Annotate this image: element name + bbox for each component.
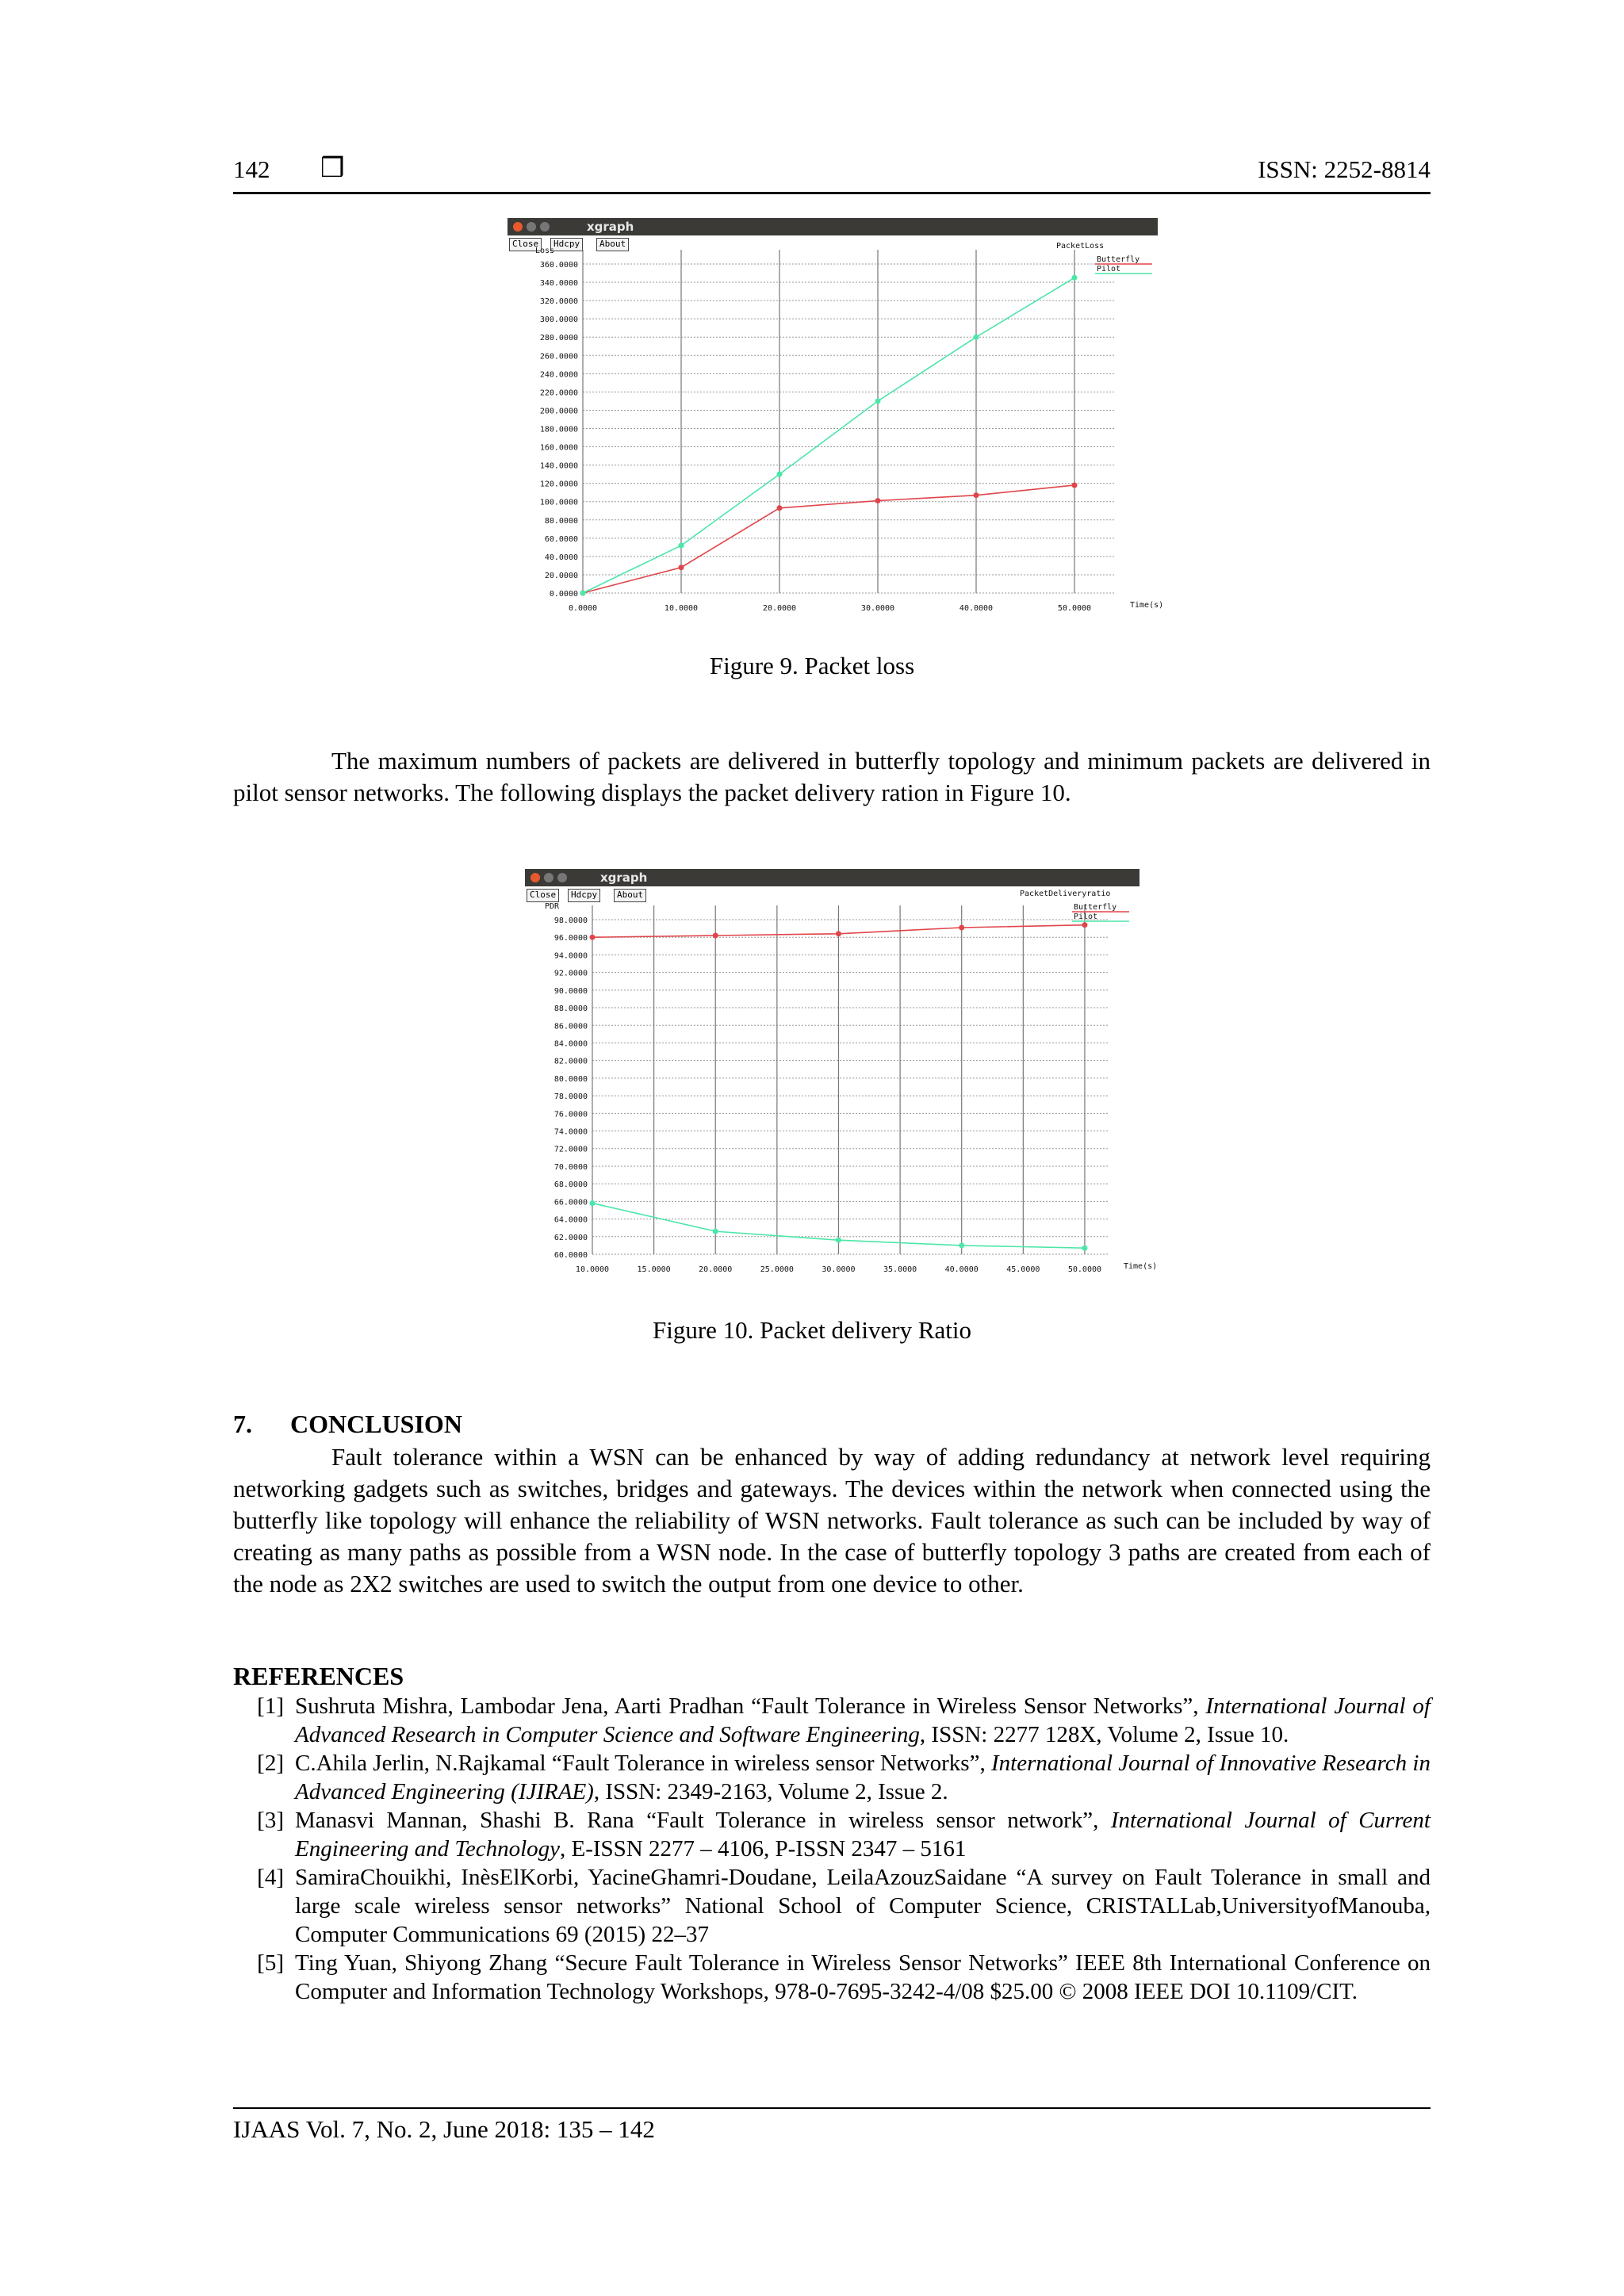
data-point <box>590 935 596 940</box>
reference-details: , ISSN: 2277 128X, Volume 2, Issue 10. <box>919 1722 1289 1747</box>
y-tick-label: 100.0000 <box>539 498 578 507</box>
y-tick-label: 94.0000 <box>553 951 588 961</box>
body-paragraph <box>233 745 1431 809</box>
x-tick-label: 50.0000 <box>1067 1265 1102 1274</box>
issn-header: ISSN: 2252-8814 <box>1258 155 1431 183</box>
data-point <box>679 564 684 570</box>
packet-loss-chart <box>508 218 1164 622</box>
reference-item <box>233 1692 1431 1749</box>
y-tick-label: 280.0000 <box>539 334 578 343</box>
y-axis-label: Loss <box>535 247 555 255</box>
reference-journal: International Journal of Innovative Research in Advanced Engineering (IJIRAE) <box>295 1751 1431 1804</box>
data-point <box>713 1229 718 1234</box>
x-tick-label: 0.0000 <box>568 604 598 613</box>
data-point <box>679 543 684 549</box>
y-tick-label: 220.0000 <box>539 388 578 398</box>
reference-journal: International Journal of Current Engineering and Technology <box>295 1808 1431 1862</box>
data-point <box>974 335 979 340</box>
data-point <box>713 932 718 938</box>
y-tick-label: 240.0000 <box>539 370 578 380</box>
figure-9-caption: Figure 9. Packet loss <box>709 652 915 679</box>
reference-number: [5] <box>257 1950 284 1976</box>
y-tick-label: 260.0000 <box>539 352 578 362</box>
data-point <box>1082 922 1087 928</box>
x-axis-label: Time(s) <box>1130 601 1164 610</box>
legend-label: Pilot <box>1074 913 1098 921</box>
reference-list <box>233 1692 1431 2006</box>
x-tick-label: 30.0000 <box>860 604 895 613</box>
reference-details: , E-ISSN 2277 – 4106, P-ISSN 2347 – 5161 <box>560 1836 967 1862</box>
y-tick-label: 360.0000 <box>539 261 578 270</box>
y-tick-label: 80.0000 <box>544 516 578 526</box>
y-tick-label: 180.0000 <box>539 425 578 434</box>
y-tick-label: 40.0000 <box>544 553 578 562</box>
chart-title: PacketDeliveryratio <box>1020 890 1111 898</box>
y-tick-label: 72.0000 <box>553 1145 588 1154</box>
y-tick-label: 80.0000 <box>553 1074 588 1084</box>
y-tick-label: 20.0000 <box>544 571 578 580</box>
conclusion-paragraph <box>233 1441 1431 1600</box>
conclusion-text: Fault tolerance within a WSN can be enhanced by way of adding redundancy at network level requiring networking gadgets such as switches, bridges and gateways. The devices within the network when connected using the butterfly like topology will enhance the reliability of WSN networks. Fault tolerance as such can be included by way of creating as many paths as possible from a WSN node. In the case of butterfly topology 3 paths are created from each of the node as 2X2 switches are used to switch the output from one device to other. <box>233 1443 1431 1598</box>
reference-journal: , <box>1424 1893 1431 1919</box>
y-tick-label: 140.0000 <box>539 461 578 471</box>
footer-citation: IJAAS Vol. 7, No. 2, June 2018: 135 – 142 <box>233 2115 655 2143</box>
y-tick-label: 62.0000 <box>553 1233 588 1242</box>
data-point <box>777 472 783 477</box>
y-tick-label: 160.0000 <box>539 443 578 453</box>
y-tick-label: 300.0000 <box>539 316 578 325</box>
data-point <box>777 505 783 511</box>
header-box-icon: ❒ <box>320 154 345 183</box>
reference-text <box>295 1949 1431 2006</box>
x-tick-label: 10.0000 <box>575 1265 610 1274</box>
figure-9-xgraph-window <box>508 218 1164 622</box>
reference-authors: SamiraChouikhi, InèsElKorbi, YacineGhamri-Doudane, LeilaAzouzSaidane “A survey on Fault Tolerance in small and large scale wireless sensor networks” National School of Computer Science, CRISTALLab,UniversityofManouba <box>295 1865 1431 1919</box>
x-tick-label: 15.0000 <box>637 1265 671 1274</box>
y-tick-label: 88.0000 <box>553 1004 588 1014</box>
about-button[interactable]: About <box>596 238 629 251</box>
y-tick-label: 98.0000 <box>553 916 588 925</box>
y-tick-label: 84.0000 <box>553 1039 588 1049</box>
x-tick-label: 50.0000 <box>1057 604 1092 613</box>
y-tick-label: 340.0000 <box>539 279 578 289</box>
x-tick-label: 25.0000 <box>760 1265 794 1274</box>
reference-item <box>233 1863 1431 1949</box>
x-tick-label: 35.0000 <box>883 1265 917 1274</box>
reference-details: Computer Communications 69 (2015) 22–37 <box>295 1922 709 1947</box>
x-tick-label: 10.0000 <box>664 604 699 613</box>
reference-details: , ISSN: 2349-2163, Volume 2, Issue 2. <box>593 1779 948 1804</box>
footer-rule <box>233 2107 1431 2109</box>
reference-journal: International Journal of Advanced Research in Computer Science and Software Engineering <box>295 1693 1431 1747</box>
y-tick-label: 68.0000 <box>553 1181 588 1190</box>
reference-text <box>295 1806 1431 1863</box>
x-tick-label: 30.0000 <box>822 1265 856 1274</box>
about-button[interactable]: About <box>614 889 646 902</box>
reference-item <box>233 1949 1431 2006</box>
y-tick-label: 120.0000 <box>539 480 578 489</box>
references-title: REFERENCES <box>233 1662 404 1690</box>
y-tick-label: 82.0000 <box>553 1057 588 1066</box>
chart-title: PacketLoss <box>1056 242 1105 251</box>
y-tick-label: 76.0000 <box>553 1110 588 1119</box>
reference-text <box>295 1749 1431 1806</box>
y-tick-label: 0.0000 <box>549 590 578 599</box>
y-tick-label: 78.0000 <box>553 1093 588 1102</box>
x-tick-label: 40.0000 <box>944 1265 979 1274</box>
data-point <box>959 924 964 930</box>
packet-delivery-ratio-chart <box>525 869 1158 1285</box>
data-point <box>836 931 841 936</box>
reference-authors: Manasvi Mannan, Shashi B. Rana “Fault Tolerance in wireless sensor network”, <box>295 1808 1111 1833</box>
y-tick-label: 64.0000 <box>553 1215 588 1225</box>
x-tick-label: 20.0000 <box>762 604 797 613</box>
figure-10-xgraph-window <box>525 869 1158 1285</box>
x-tick-label: 40.0000 <box>959 604 994 613</box>
data-point <box>1072 482 1078 488</box>
reference-item <box>233 1749 1431 1806</box>
data-point <box>1082 1246 1087 1251</box>
legend-label: Butterfly <box>1097 255 1140 264</box>
data-point <box>959 1242 964 1248</box>
legend-label: Pilot <box>1097 265 1121 274</box>
reference-item <box>233 1806 1431 1863</box>
y-tick-label: 60.0000 <box>553 1251 588 1260</box>
y-tick-label: 66.0000 <box>553 1198 588 1207</box>
y-tick-label: 86.0000 <box>553 1022 588 1031</box>
reference-number: [4] <box>257 1865 284 1890</box>
x-tick-label: 45.0000 <box>1006 1265 1040 1274</box>
data-point <box>590 1200 596 1206</box>
reference-authors: C.Ahila Jerlin, N.Rajkamal “Fault Tolerance in wireless sensor Networks”, <box>295 1751 991 1776</box>
section-number: 7. <box>233 1410 252 1438</box>
figure-10-caption: Figure 10. Packet delivery Ratio <box>652 1316 972 1344</box>
reference-text <box>295 1863 1431 1949</box>
reference-text <box>295 1692 1431 1749</box>
y-tick-label: 96.0000 <box>553 934 588 943</box>
y-tick-label: 320.0000 <box>539 297 578 307</box>
close-button[interactable]: Close <box>527 889 559 902</box>
y-tick-label: 70.0000 <box>553 1162 588 1172</box>
close-button[interactable]: Close <box>509 238 542 251</box>
data-point <box>1072 275 1078 281</box>
x-axis-label: Time(s) <box>1124 1262 1158 1271</box>
reference-authors: Sushruta Mishra, Lambodar Jena, Aarti Pradhan “Fault Tolerance in Wireless Sensor Networks”, <box>295 1693 1206 1719</box>
x-tick-label: 20.0000 <box>699 1265 733 1274</box>
window-title: xgraph <box>587 220 634 234</box>
hdcpy-button[interactable]: Hdcpy <box>550 238 583 251</box>
reference-authors: Ting Yuan, Shiyong Zhang “Secure Fault Tolerance in Wireless Sensor Networks” IEEE 8th International Conference on Computer and Information Technology Workshops, 978-0-7695-3242-4/08 $25.00 © 2008 IEEE DOI 10.1109/CIT. <box>295 1950 1431 2004</box>
hdcpy-button[interactable]: Hdcpy <box>568 889 600 902</box>
data-point <box>836 1238 841 1243</box>
y-tick-label: 200.0000 <box>539 407 578 416</box>
header-rule <box>233 192 1431 194</box>
data-point <box>875 398 881 404</box>
window-title: xgraph <box>600 871 648 885</box>
legend-label: Butterfly <box>1074 903 1117 912</box>
paragraph-text: The maximum numbers of packets are delivered in butterfly topology and minimum packets are delivered in pilot sensor networks. The following displays the packet delivery ration in Figure 10. <box>233 747 1431 806</box>
section-title: CONCLUSION <box>290 1410 462 1438</box>
reference-number: [2] <box>257 1751 284 1776</box>
reference-number: [1] <box>257 1693 284 1719</box>
series-line <box>583 277 1074 593</box>
data-point <box>974 492 979 498</box>
page-number: 142 <box>233 155 270 183</box>
y-tick-label: 92.0000 <box>553 969 588 978</box>
y-tick-label: 90.0000 <box>553 986 588 996</box>
reference-number: [3] <box>257 1808 284 1833</box>
data-point <box>580 591 586 596</box>
y-tick-label: 60.0000 <box>544 534 578 544</box>
y-tick-label: 74.0000 <box>553 1127 588 1137</box>
y-axis-label: PDR <box>545 902 560 911</box>
data-point <box>875 498 881 503</box>
